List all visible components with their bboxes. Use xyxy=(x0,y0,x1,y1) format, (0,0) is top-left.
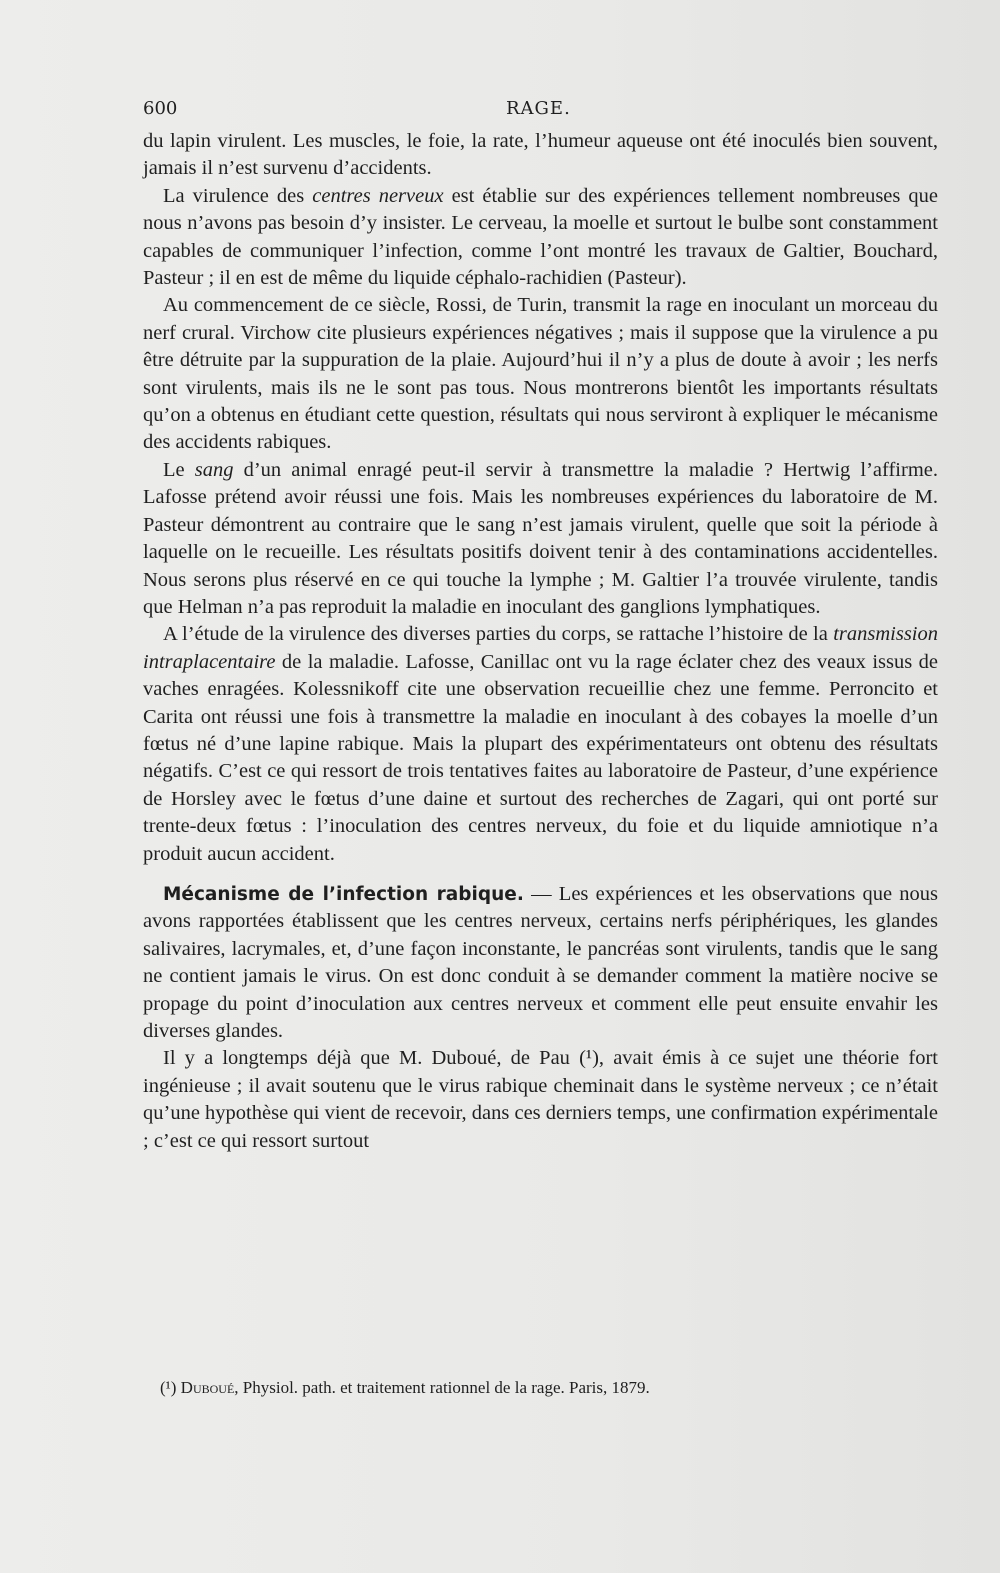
paragraph: Au commencement de ce siècle, Rossi, de Turin, transmit la rage en inoculant un morceau du nerf crural. Virchow cite plusieurs expériences négatives ; mais il suppose que la virulence a pu être détruite par la suppuration de la plaie. Aujourd’hui il n’y a plus de doute à avoir ; les nerfs sont virulents, mais ils ne le sont pas tous. Nous montrerons bientôt les importants résultats qu’on a obtenus en étudiant cette question, résultats qui nous serviront à expliquer le mécanisme des accidents rabiques. xyxy=(143,294,938,454)
paragraph: du lapin virulent. Les muscles, le foie, la rate, l’humeur aqueuse ont été inoculés bien souvent, jamais il n’est survenu d’accidents. xyxy=(143,130,938,180)
footnote-author: Duboué xyxy=(180,1378,235,1397)
body-text xyxy=(143,128,938,1155)
paragraph: A l’étude de la virulence des diverses parties du corps, se rattache l’histoire de la transmission intraplacentaire de la maladie. Lafosse, Canillac ont vu la rage éclater chez des veaux issus de vaches enragées. Kolessnikoff cite une observation recueillie chez une femme. Perroncito et Carita ont réussi une fois à transmettre la maladie en inoculant à des cobayes la moelle d’un fœtus né d’une lapine rabique. Mais la plupart des expérimentateurs ont obtenu des résultats négatifs. C’est ce qui ressort de trois tentatives faites au laboratoire de Pasteur, d’une expérience de Horsley avec le fœtus d’une daine et surtout des recherches de Zagari, qui ont porté sur trente-deux fœtus : l’inoculation des centres nerveux, du foie et du liquide amniotique n’a produit aucun accident. xyxy=(143,623,938,865)
page-header xyxy=(143,98,938,126)
section-title: Mécanisme de l’infection rabique. xyxy=(163,883,524,905)
footnote-text: , Physiol. path. et traitement rationnel de la rage. Paris, 1879. xyxy=(234,1378,650,1397)
page-number: 600 xyxy=(143,98,178,119)
italic-term: transmission intraplacentaire xyxy=(143,623,938,673)
paragraph: Il y a longtemps déjà que M. Duboué, de Pau (¹), avait émis à ce sujet une théorie fort ingénieuse ; il avait soutenu que le virus rabique cheminait dans le système nerveux ; ce n’était qu’une hypothèse qui vient de recevoir, dans ces derniers temps, une confirmation expérimentale ; c’est ce qui ressort surtout xyxy=(143,1047,939,1152)
running-title: RAGE. xyxy=(506,98,571,119)
footnote xyxy=(160,1378,920,1398)
italic-term: centres nerveux xyxy=(312,184,444,207)
footnote-marker: (¹) xyxy=(160,1378,177,1397)
paragraph: La virulence des centres nerveux est établie sur des expériences tellement nombreuses que nous n’avons pas besoin d’y insister. Le cerveau, la moelle et surtout le bulbe sont constamment capables de communiquer l’infection, comme l’ont montré les travaux de Galtier, Bouchard, Pasteur ; il en est de même du liquide céphalo-rachidien (Pasteur). xyxy=(143,184,938,290)
section-paragraph: Mécanisme de l’infection rabique. — Les expériences et les observations que nous avons rapportées établissent que les centres nerveux, certains nerfs périphériques, les glandes salivaires, lacrymales, et, d’une façon inconstante, le pancréas sont virulents, tandis que le sang ne contient jamais le virus. On est donc conduit à se demander comment la matière nocive se propage du point d’inoculation aux centres nerveux et comment elle peut ensuite envahir les diverses glandes. xyxy=(143,882,939,1042)
footnote-ref: (¹) xyxy=(579,1047,599,1070)
italic-term: sang xyxy=(194,458,234,481)
paragraph: Le sang d’un animal enragé peut-il servir à transmettre la maladie ? Hertwig l’affirme. Lafosse prétend avoir réussi une fois. Mais les nombreuses expériences du laboratoire de M. Pasteur démontrent au contraire que le sang n’est jamais virulent, quelle que soit la période à laquelle on le recueille. Les résultats positifs doivent tenir à des contaminations accidentelles. Nous serons plus réservé en ce qui touche la lymphe ; M. Galtier l’a trouvée virulente, tandis que Helman n’a pas reproduit la maladie en inoculant des ganglions lymphatiques. xyxy=(143,458,938,618)
